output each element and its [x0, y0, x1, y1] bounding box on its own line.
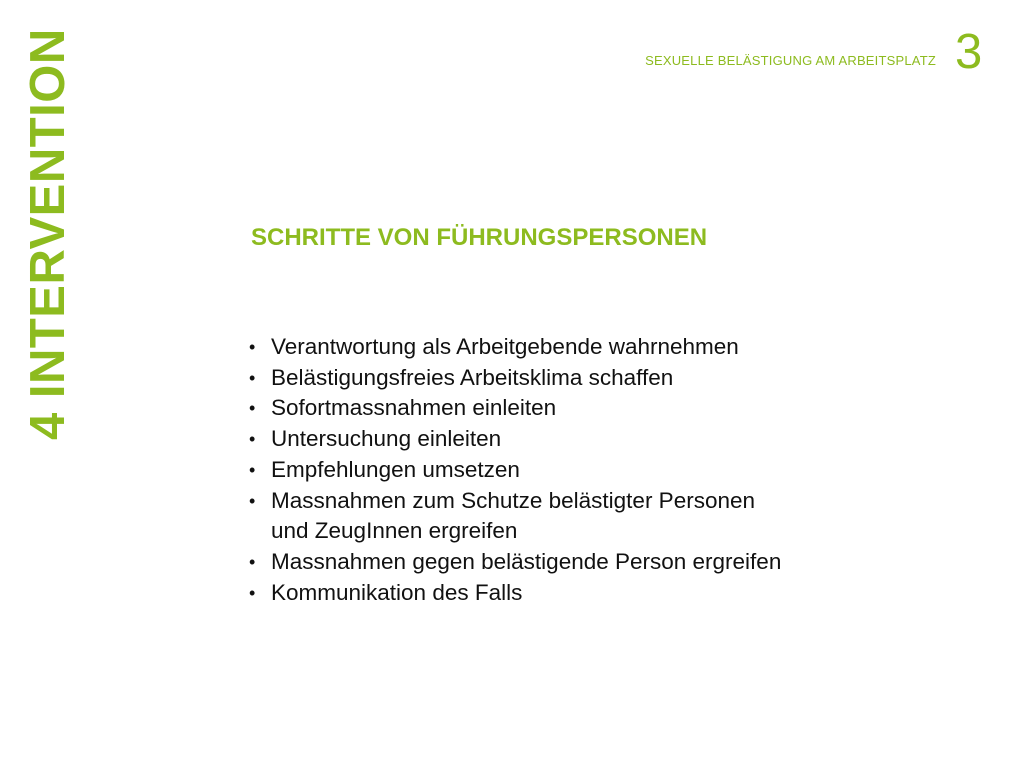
list-item-text: Empfehlungen umsetzen: [271, 456, 520, 482]
page-number: 3: [955, 25, 983, 79]
bullet-marker: •: [249, 551, 256, 572]
bullet-marker: •: [249, 490, 256, 511]
list-item: [249, 547, 889, 578]
header-subtitle: SEXUELLE BELÄSTIGUNG AM ARBEITSPLATZ: [645, 53, 936, 68]
section-heading: SCHRITTE VON FÜHRUNGSPERSONEN: [251, 224, 708, 251]
list-item-text: Untersuchung einleiten: [271, 426, 502, 452]
list-item-text: Kommunikation des Falls: [271, 579, 523, 605]
list-item-text-continuation: und ZeugInnen ergreifen: [271, 518, 518, 544]
bullet-marker: •: [249, 429, 256, 450]
list-item-text: Massnahmen gegen belästigende Person ergreifen: [271, 548, 782, 574]
list-item: [249, 486, 889, 547]
list-item-text: Massnahmen zum Schutze belästigter Personen: [271, 487, 756, 513]
bullet-list: [249, 332, 889, 608]
list-item-text: Verantwortung als Arbeitgebende wahrnehmen: [271, 334, 739, 359]
list-item: [249, 424, 889, 455]
list-item-text: Belästigungsfreies Arbeitsklima schaffen: [271, 364, 674, 390]
vertical-title-container: [21, 28, 75, 440]
list-item: [249, 332, 889, 363]
list-item: [249, 455, 889, 486]
list-item: [249, 363, 889, 394]
list-item: [249, 578, 889, 609]
bullet-marker: •: [249, 582, 256, 603]
bullet-marker: •: [249, 337, 256, 357]
vertical-section-title: 4 INTERVENTION: [21, 28, 75, 440]
bullet-marker: •: [249, 459, 256, 480]
bullet-marker: •: [249, 367, 256, 388]
bullet-marker: •: [249, 398, 256, 419]
list-item-text: Sofortmassnahmen einleiten: [271, 395, 557, 421]
list-item: [249, 393, 889, 424]
